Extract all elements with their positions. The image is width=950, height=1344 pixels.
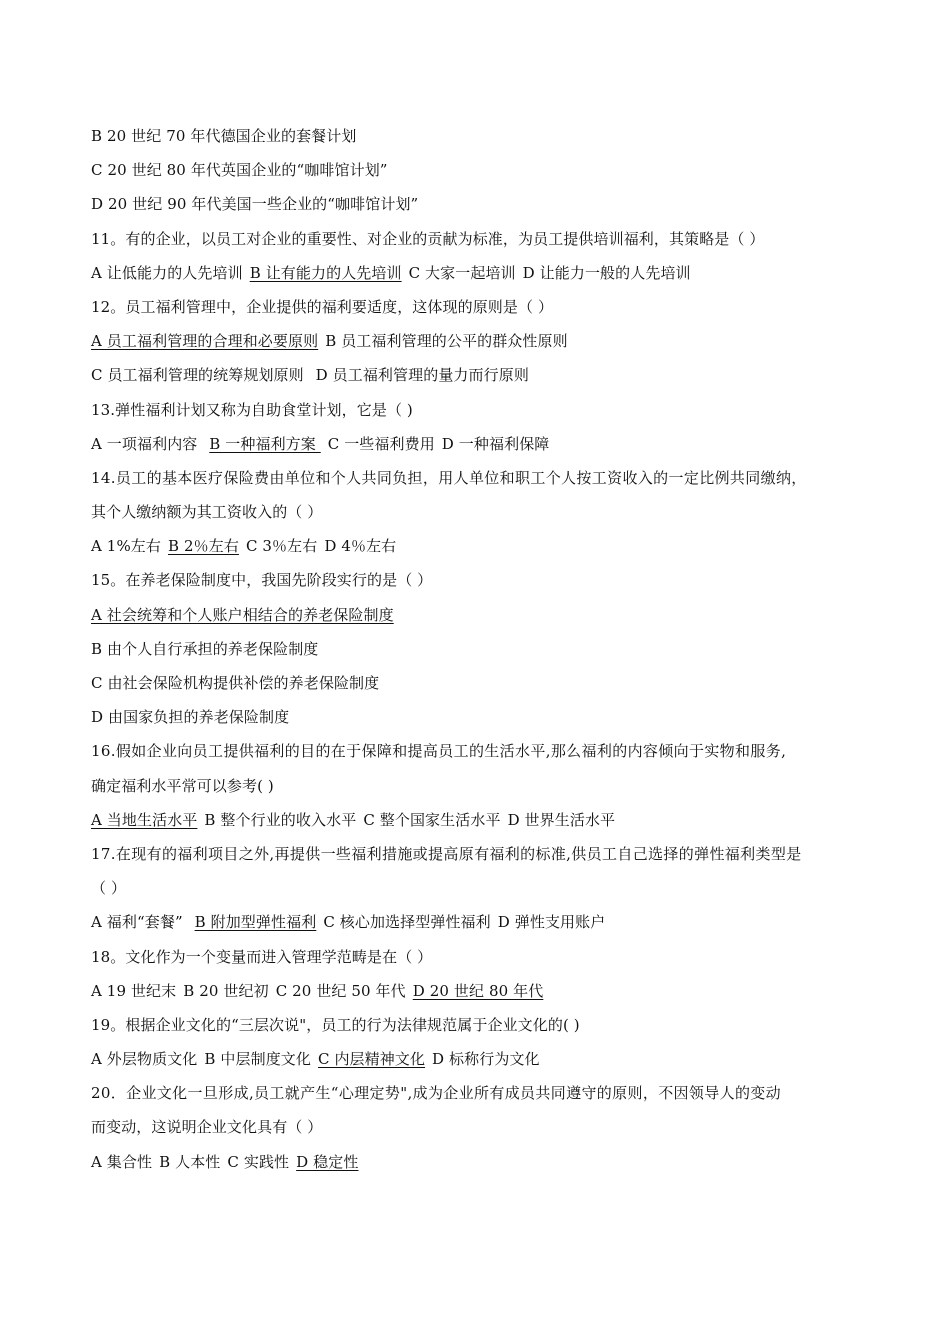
text-line — [91, 772, 881, 806]
text-line — [91, 1079, 881, 1113]
text-line — [91, 908, 881, 942]
text-segment: A 福利“套餐” — [91, 913, 188, 932]
text-line — [91, 430, 881, 464]
text-segment: A 让低能力的人先培训 — [91, 263, 243, 282]
underlined-answer: D 20 世纪 80 年代 — [412, 981, 544, 1000]
text-line — [91, 566, 881, 600]
text-line — [91, 532, 881, 566]
text-segment: B 20 世纪 70 年代德国企业的套餐计划 — [91, 127, 357, 145]
text-segment: A 集合性 — [91, 1152, 153, 1171]
text-line — [91, 293, 881, 327]
text-segment: C 3％左右 — [245, 537, 318, 556]
document-page — [91, 122, 881, 1182]
text-segment: B 中层制度文化 — [204, 1050, 311, 1069]
text-line — [91, 498, 881, 532]
text-segment: 20．企业文化一旦形成,员工就产生“心理定势",成为企业所有成员共同遵守的原则，不因领导人的变动 — [91, 1084, 781, 1103]
text-segment: C 核心加选择型弹性福利 — [323, 913, 491, 932]
text-segment: A 外层物质文化 — [91, 1050, 198, 1069]
text-line — [91, 806, 881, 840]
text-segment: 19。根据企业文化的“三层次说"，员工的行为法律规范属于企业文化的( ) — [91, 1015, 580, 1034]
text-segment: D 20 世纪 90 年代美国一些企业的“咖啡馆计划” — [91, 195, 419, 214]
text-line — [91, 703, 881, 737]
text-line — [91, 259, 881, 293]
underlined-answer: A 社会统筹和个人账户相结合的养老保险制度 — [91, 605, 394, 624]
underlined-answer: A 员工福利管理的合理和必要原则 — [91, 332, 319, 351]
text-segment: 16.假如企业向员工提供福利的目的在于保障和提高员工的生活水平,那么福利的内容倾向于实物和服务, — [91, 742, 787, 761]
text-segment: 确定福利水平常可以参考( ) — [91, 776, 274, 795]
text-line — [91, 840, 881, 874]
text-line — [91, 190, 881, 224]
text-line — [91, 1113, 881, 1147]
text-line — [91, 737, 881, 771]
text-line — [91, 122, 881, 156]
text-line — [91, 669, 881, 703]
text-segment: 其个人缴纳额为其工资收入的（ ） — [91, 503, 323, 522]
text-line — [91, 225, 881, 259]
text-line — [91, 327, 881, 361]
text-line — [91, 464, 881, 498]
underlined-answer: B 2％左右 — [168, 537, 239, 556]
text-segment: D 4％左右 — [324, 537, 397, 556]
text-segment: A 1%左右 — [91, 537, 161, 556]
underlined-answer: B 一种福利方案 — [209, 434, 321, 453]
text-line — [91, 635, 881, 669]
text-segment: C 20 世纪 80 年代英国企业的“咖啡馆计划” — [91, 161, 388, 180]
text-segment: A 一项福利内容 — [91, 434, 203, 453]
text-segment: 15。在养老保险制度中，我国先阶段实行的是（ ） — [91, 571, 433, 590]
text-segment: 而变动，这说明企业文化具有（ ） — [91, 1118, 323, 1137]
text-segment: D 让能力一般的人先培训 — [522, 263, 691, 282]
text-segment: B 整个行业的收入水平 — [204, 810, 357, 829]
text-segment: 18。文化作为一个变量而进入管理学范畴是在（ ） — [91, 947, 433, 966]
text-line — [91, 1011, 881, 1045]
text-segment: D 由国家负担的养老保险制度 — [91, 708, 290, 727]
text-segment: C 一些福利费用 — [327, 434, 435, 453]
text-line — [91, 396, 881, 430]
text-segment: B 20 世纪初 — [183, 981, 269, 1000]
underlined-answer: B 让有能力的人先培训 — [249, 263, 402, 282]
text-line — [91, 361, 881, 395]
text-line — [91, 601, 881, 635]
text-segment: D 一种福利保障 — [441, 434, 550, 453]
text-segment: C 实践性 — [227, 1152, 290, 1171]
underlined-answer: D 稳定性 — [296, 1152, 359, 1171]
text-segment: A 19 世纪末 — [91, 981, 177, 1000]
text-line — [91, 977, 881, 1011]
text-segment: B 员工福利管理的公平的群众性原则 — [325, 332, 568, 351]
text-segment: （ ） — [91, 879, 127, 898]
text-line — [91, 1148, 881, 1182]
text-segment: 12。员工福利管理中，企业提供的福利要适度，这体现的原则是（ ） — [91, 297, 554, 316]
text-segment: 17.在现有的福利项目之外,再提供一些福利措施或提高原有福利的标准,供员工自己选择的弹性福利类型是 — [91, 844, 802, 863]
text-segment: 13.弹性福利计划又称为自助食堂计划，它是（ ) — [91, 400, 413, 419]
text-segment: D 标称行为文化 — [432, 1050, 540, 1069]
underlined-answer: C 内层精神文化 — [318, 1050, 426, 1069]
text-segment: B 人本性 — [159, 1152, 221, 1171]
text-segment: D 员工福利管理的量力而行原则 — [315, 366, 529, 385]
text-line — [91, 943, 881, 977]
text-segment: C 由社会保险机构提供补偿的养老保险制度 — [91, 674, 380, 692]
text-segment: D 弹性支用账户 — [497, 913, 606, 932]
text-segment: C 大家一起培训 — [408, 263, 516, 282]
text-segment: D 世界生活水平 — [507, 810, 616, 829]
text-segment: C 员工福利管理的统筹规划原则 — [91, 366, 309, 385]
text-segment: 14.员工的基本医疗保险费由单位和个人共同负担，用人单位和职工个人按工资收入的一定比例共同缴纳， — [91, 468, 807, 487]
text-segment: C 整个国家生活水平 — [363, 810, 501, 829]
text-segment: 11。有的企业，以员工对企业的重要性、对企业的贡献为标准，为员工提供培训福利，其策略是（ ） — [91, 229, 765, 248]
text-line — [91, 874, 881, 908]
text-line — [91, 1045, 881, 1079]
text-segment: C 20 世纪 50 年代 — [275, 981, 406, 1000]
underlined-answer: B 附加型弹性福利 — [194, 913, 317, 932]
text-segment: B 由个人自行承担的养老保险制度 — [91, 639, 319, 658]
text-line — [91, 156, 881, 190]
underlined-answer: A 当地生活水平 — [91, 810, 198, 829]
